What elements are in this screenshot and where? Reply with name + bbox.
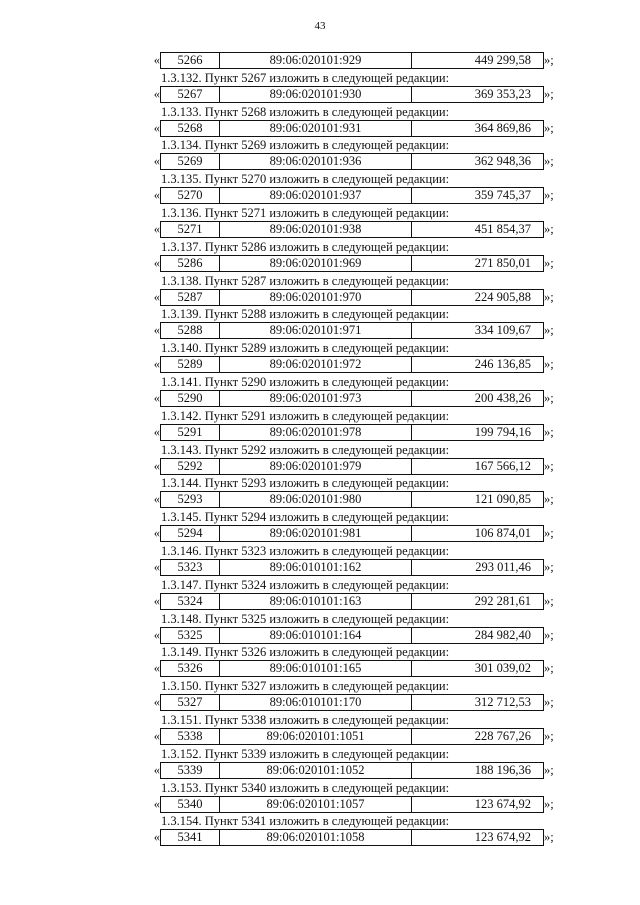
- cadastral-number-cell: 89:06:010101:162: [220, 560, 412, 575]
- cadastral-number-cell: 89:06:020101:978: [220, 425, 412, 440]
- cadastral-number-cell: 89:06:020101:973: [220, 391, 412, 406]
- amendment-list: [0, 70, 640, 847]
- value-cell: 199 794,16: [474, 424, 531, 439]
- close-quote: »;: [544, 289, 554, 304]
- item-number-cell: 5266: [161, 53, 220, 68]
- table-row: [0, 694, 640, 711]
- amendment-instruction: 1.3.150. Пункт 5327 изложить в следующей редакции:: [161, 679, 450, 694]
- table-row-box: [160, 458, 544, 475]
- item-number-cell: 5287: [161, 290, 220, 305]
- table-row: [0, 525, 640, 542]
- table-row-box: [160, 491, 544, 508]
- value-cell: 449 299,58: [474, 53, 531, 67]
- close-quote: »;: [544, 221, 554, 236]
- table-row: [0, 660, 640, 677]
- item-number-cell: 5326: [161, 661, 220, 676]
- table-row-box: [160, 829, 544, 846]
- table-row-box: [160, 525, 544, 542]
- cadastral-number-cell: 89:06:020101:929: [220, 53, 412, 68]
- item-number-cell: 5271: [161, 222, 220, 237]
- value-cell: 359 745,37: [474, 188, 531, 203]
- open-quote: «: [153, 830, 160, 845]
- cadastral-number-cell: 89:06:020101:979: [220, 459, 412, 474]
- table-row-box: [160, 728, 544, 745]
- cadastral-number-cell: 89:06:020101:980: [220, 492, 412, 507]
- item-number-cell: 5323: [161, 560, 220, 575]
- cadastral-number-cell: 89:06:020101:930: [220, 87, 412, 102]
- page-number: 43: [314, 20, 326, 32]
- table-row: [0, 52, 640, 69]
- amendment-item: [0, 408, 640, 441]
- table-row: [0, 762, 640, 779]
- close-quote: »;: [544, 492, 554, 507]
- item-number-cell: 5291: [161, 425, 220, 440]
- amendment-item: [0, 273, 640, 306]
- open-quote: «: [153, 289, 160, 304]
- close-quote: »;: [544, 627, 554, 642]
- table-row: [0, 829, 640, 846]
- item-number-cell: 5269: [161, 154, 220, 169]
- close-quote: »;: [544, 695, 554, 710]
- table-row: [0, 356, 640, 373]
- table-row: [0, 424, 640, 441]
- value-cell: 334 109,67: [474, 323, 531, 338]
- close-quote: »;: [544, 559, 554, 574]
- amendment-item: [0, 205, 640, 238]
- cadastral-number-cell: 89:06:020101:931: [220, 121, 412, 136]
- close-quote: »;: [544, 255, 554, 270]
- document-body: [0, 52, 640, 847]
- amendment-instruction: 1.3.153. Пункт 5340 изложить в следующей редакции:: [161, 780, 450, 795]
- value-cell: 292 281,61: [474, 593, 531, 608]
- amendment-instruction: 1.3.132. Пункт 5267 изложить в следующей редакции:: [161, 70, 450, 85]
- amendment-item: [0, 611, 640, 644]
- close-quote: »;: [544, 390, 554, 405]
- cadastral-number-cell: 89:06:020101:937: [220, 188, 412, 203]
- item-number-cell: 5341: [161, 830, 220, 845]
- close-quote: »;: [544, 458, 554, 473]
- item-number-cell: 5294: [161, 526, 220, 541]
- amendment-instruction: 1.3.143. Пункт 5292 изложить в следующей редакции:: [161, 442, 450, 457]
- open-quote: «: [153, 390, 160, 405]
- close-quote: »;: [544, 762, 554, 777]
- open-quote: «: [153, 762, 160, 777]
- close-quote: »;: [544, 661, 554, 676]
- value-cell: 364 869,86: [474, 120, 531, 135]
- close-quote: »;: [544, 323, 554, 338]
- value-cell: 369 353,23: [474, 86, 531, 101]
- value-cell: 228 767,26: [474, 728, 531, 743]
- value-cell: 123 674,92: [474, 830, 531, 845]
- open-quote: «: [153, 221, 160, 236]
- cadastral-number-cell: 89:06:010101:163: [220, 594, 412, 609]
- open-quote: «: [153, 255, 160, 270]
- table-row: [0, 322, 640, 339]
- amendment-instruction: 1.3.141. Пункт 5290 изложить в следующей редакции:: [161, 374, 450, 389]
- close-quote: »;: [544, 526, 554, 541]
- table-row: [0, 390, 640, 407]
- cadastral-number-cell: 89:06:020101:981: [220, 526, 412, 541]
- close-quote: »;: [544, 188, 554, 203]
- open-quote: «: [153, 424, 160, 439]
- amendment-item: [0, 239, 640, 272]
- amendment-instruction: 1.3.145. Пункт 5294 изложить в следующей редакции:: [161, 510, 450, 525]
- table-row-box: [160, 86, 544, 103]
- item-number-cell: 5268: [161, 121, 220, 136]
- amendment-instruction: 1.3.134. Пункт 5269 изложить в следующей редакции:: [161, 138, 450, 153]
- table-row-box: [160, 322, 544, 339]
- cadastral-number-cell: 89:06:020101:1051: [220, 729, 412, 744]
- value-cell: 121 090,85: [474, 492, 531, 507]
- cadastral-number-cell: 89:06:010101:165: [220, 661, 412, 676]
- close-quote: »;: [544, 154, 554, 169]
- amendment-instruction: 1.3.151. Пункт 5338 изложить в следующей редакции:: [161, 712, 450, 727]
- cadastral-number-cell: 89:06:010101:164: [220, 628, 412, 643]
- amendment-item: [0, 712, 640, 745]
- open-quote: «: [153, 357, 160, 372]
- item-number-cell: 5324: [161, 594, 220, 609]
- close-quote: »;: [544, 593, 554, 608]
- value-cell: 224 905,88: [474, 289, 531, 304]
- table-row-box: [160, 187, 544, 204]
- item-number-cell: 5327: [161, 695, 220, 710]
- cadastral-number-cell: 89:06:020101:936: [220, 154, 412, 169]
- value-cell: 312 712,53: [474, 695, 531, 710]
- table-row-box: [160, 762, 544, 779]
- open-quote: «: [153, 627, 160, 642]
- cadastral-number-cell: 89:06:020101:972: [220, 357, 412, 372]
- open-quote: «: [153, 728, 160, 743]
- amendment-item: [0, 374, 640, 407]
- table-row: [0, 491, 640, 508]
- amendment-instruction: 1.3.144. Пункт 5293 изложить в следующей редакции:: [161, 476, 450, 491]
- item-number-cell: 5293: [161, 492, 220, 507]
- table-row: [0, 289, 640, 306]
- amendment-instruction: 1.3.136. Пункт 5271 изложить в следующей редакции:: [161, 205, 450, 220]
- table-row-box: [160, 559, 544, 576]
- amendment-item: [0, 509, 640, 542]
- open-quote: «: [153, 86, 160, 101]
- amendment-item: [0, 475, 640, 508]
- value-cell: 284 982,40: [474, 627, 531, 642]
- open-quote: «: [153, 492, 160, 507]
- close-quote: »;: [544, 53, 554, 67]
- open-quote: «: [153, 796, 160, 811]
- amendment-item: [0, 171, 640, 204]
- cadastral-number-cell: 89:06:020101:971: [220, 323, 412, 338]
- amendment-item: [0, 780, 640, 813]
- table-row-box: [160, 390, 544, 407]
- amendment-instruction: 1.3.133. Пункт 5268 изложить в следующей редакции:: [161, 104, 450, 119]
- amendment-item: [0, 678, 640, 711]
- open-quote: «: [153, 661, 160, 676]
- open-quote: «: [153, 593, 160, 608]
- open-quote: «: [153, 695, 160, 710]
- amendment-instruction: 1.3.137. Пункт 5286 изложить в следующей редакции:: [161, 239, 450, 254]
- cadastral-number-cell: 89:06:020101:970: [220, 290, 412, 305]
- item-number-cell: 5290: [161, 391, 220, 406]
- item-number-cell: 5292: [161, 459, 220, 474]
- value-cell: 362 948,36: [474, 154, 531, 169]
- amendment-instruction: 1.3.135. Пункт 5270 изложить в следующей редакции:: [161, 172, 450, 187]
- open-quote: «: [153, 154, 160, 169]
- amendment-item: [0, 543, 640, 576]
- item-number-cell: 5286: [161, 256, 220, 271]
- amendment-item: [0, 577, 640, 610]
- value-cell: 167 566,12: [474, 458, 531, 473]
- open-quote: «: [153, 458, 160, 473]
- cadastral-number-cell: 89:06:020101:1058: [220, 830, 412, 845]
- open-quote: «: [153, 323, 160, 338]
- item-number-cell: 5325: [161, 628, 220, 643]
- table-row-box: [160, 289, 544, 306]
- cadastral-number-cell: 89:06:010101:170: [220, 695, 412, 710]
- table-row: [0, 255, 640, 272]
- close-quote: »;: [544, 728, 554, 743]
- value-cell: 123 674,92: [474, 796, 531, 811]
- amendment-item: [0, 340, 640, 373]
- table-row-box: [160, 356, 544, 373]
- amendment-instruction: 1.3.140. Пункт 5289 изложить в следующей редакции:: [161, 341, 450, 356]
- close-quote: »;: [544, 357, 554, 372]
- amendment-instruction: 1.3.138. Пункт 5287 изложить в следующей редакции:: [161, 273, 450, 288]
- amendment-instruction: 1.3.142. Пункт 5291 изложить в следующей редакции:: [161, 408, 450, 423]
- amendment-instruction: 1.3.149. Пункт 5326 изложить в следующей редакции:: [161, 645, 450, 660]
- table-row-box: [160, 120, 544, 137]
- item-number-cell: 5339: [161, 763, 220, 778]
- table-row: [0, 187, 640, 204]
- value-cell: 106 874,01: [474, 526, 531, 541]
- table-row: [0, 627, 640, 644]
- open-quote: «: [153, 526, 160, 541]
- table-row: [0, 153, 640, 170]
- amendment-instruction: 1.3.148. Пункт 5325 изложить в следующей редакции:: [161, 611, 450, 626]
- table-row: [0, 593, 640, 610]
- item-number-cell: 5289: [161, 357, 220, 372]
- value-cell: 188 196,36: [474, 762, 531, 777]
- table-row-box: [160, 255, 544, 272]
- cadastral-number-cell: 89:06:020101:1057: [220, 797, 412, 812]
- value-cell: 271 850,01: [474, 255, 531, 270]
- open-quote: «: [153, 120, 160, 135]
- amendment-instruction: 1.3.152. Пункт 5339 изложить в следующей редакции:: [161, 746, 450, 761]
- cadastral-number-cell: 89:06:020101:938: [220, 222, 412, 237]
- open-quote: «: [153, 559, 160, 574]
- item-number-cell: 5288: [161, 323, 220, 338]
- amendment-item: [0, 104, 640, 137]
- table-row: [0, 221, 640, 238]
- table-row-box: [160, 796, 544, 813]
- table-row: [0, 796, 640, 813]
- table-row-box: [160, 424, 544, 441]
- amendment-instruction: 1.3.154. Пункт 5341 изложить в следующей редакции:: [161, 814, 450, 829]
- cadastral-number-cell: 89:06:020101:969: [220, 256, 412, 271]
- table-row: [0, 86, 640, 103]
- table-row: [0, 120, 640, 137]
- table-row: [0, 728, 640, 745]
- table-row-box: [160, 52, 544, 69]
- amendment-item: [0, 644, 640, 677]
- table-row-box: [160, 153, 544, 170]
- table-row: [0, 559, 640, 576]
- close-quote: »;: [544, 796, 554, 811]
- amendment-item: [0, 306, 640, 339]
- item-number-cell: 5338: [161, 729, 220, 744]
- table-row-box: [160, 660, 544, 677]
- amendment-instruction: 1.3.147. Пункт 5324 изложить в следующей редакции:: [161, 577, 450, 592]
- amendment-item: [0, 813, 640, 846]
- amendment-instruction: 1.3.139. Пункт 5288 изложить в следующей редакции:: [161, 307, 450, 322]
- amendment-item: [0, 137, 640, 170]
- open-quote: «: [153, 53, 160, 67]
- open-quote: «: [153, 188, 160, 203]
- value-cell: 200 438,26: [474, 390, 531, 405]
- table-row-box: [160, 694, 544, 711]
- table-row-box: [160, 627, 544, 644]
- amendment-item: [0, 746, 640, 779]
- cadastral-number-cell: 89:06:020101:1052: [220, 763, 412, 778]
- close-quote: »;: [544, 86, 554, 101]
- close-quote: »;: [544, 424, 554, 439]
- table-row: [0, 458, 640, 475]
- close-quote: »;: [544, 830, 554, 845]
- table-row-box: [160, 593, 544, 610]
- amendment-item: [0, 70, 640, 103]
- item-number-cell: 5270: [161, 188, 220, 203]
- item-number-cell: 5267: [161, 87, 220, 102]
- value-cell: 293 011,46: [475, 559, 531, 574]
- item-number-cell: 5340: [161, 797, 220, 812]
- value-cell: 451 854,37: [474, 221, 531, 236]
- table-row-box: [160, 221, 544, 238]
- close-quote: »;: [544, 120, 554, 135]
- value-cell: 246 136,85: [474, 357, 531, 372]
- amendment-instruction: 1.3.146. Пункт 5323 изложить в следующей редакции:: [161, 543, 450, 558]
- amendment-item: [0, 442, 640, 475]
- value-cell: 301 039,02: [474, 661, 531, 676]
